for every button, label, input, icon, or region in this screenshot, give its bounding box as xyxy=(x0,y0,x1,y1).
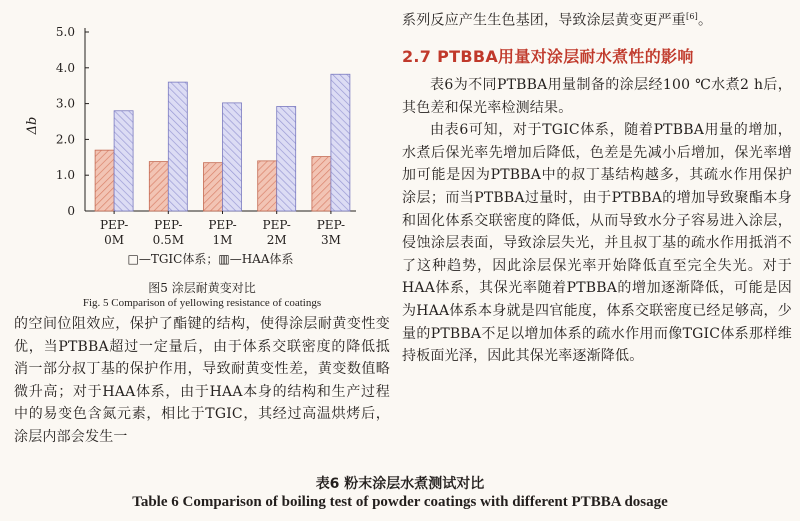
y-tick-label: 2.0 xyxy=(55,132,75,147)
bar-tgic xyxy=(258,161,277,211)
bar-tgic xyxy=(149,162,168,211)
x-tick-label: PEP- xyxy=(99,218,129,232)
figure-caption-en: Fig. 5 Comparison of yellowing resistance of coatings xyxy=(82,297,322,309)
bar-haa xyxy=(277,106,296,211)
citation-ref: [6] xyxy=(686,12,698,21)
bar-tgic xyxy=(95,150,114,211)
x-tick-label: PEP- xyxy=(208,218,237,232)
bar-haa xyxy=(331,74,350,211)
x-tick-label: PEP- xyxy=(154,218,183,232)
y-tick-label: 5.0 xyxy=(55,25,75,39)
right-top-end: 。 xyxy=(697,12,713,29)
y-tick-label: 1.0 xyxy=(55,168,75,183)
bar-tgic xyxy=(204,163,223,211)
paragraph-1: 表6为不同PTBBA用量制备的涂层经100 ℃水煮2 h后，其色差和保光率检测结果。 xyxy=(402,77,792,116)
y-axis-label: Δb xyxy=(25,116,40,135)
table-caption-cn: 表6 粉末涂层水煮测试对比 xyxy=(315,476,485,492)
bar-haa xyxy=(168,82,187,211)
y-tick-label: 4.0 xyxy=(55,60,75,75)
x-tick-label: 3M xyxy=(320,233,341,247)
yellowing-bar-chart xyxy=(14,18,384,276)
table-caption-en: Table 6 Comparison of boiling test of powder coatings with different PTBBA dosage xyxy=(132,494,668,510)
bar-haa xyxy=(114,111,133,211)
right-top-text xyxy=(402,6,792,32)
x-tick-label: 0M xyxy=(104,233,125,247)
y-tick-label: 0 xyxy=(67,204,75,218)
bar-haa xyxy=(223,103,242,211)
paragraph-2: 由表6可知，对于TGIC体系，随着PTBBA用量的增加，水煮后保光率先增加后降低，色差是先减小后增加，保光率增加可能是因为PTBBA中的叔丁基结构越多，其疏水作用保护涂层；而当PTBBA过量时，由于PTBBA的增加导致聚酯本身和固化体系交联密度的降低，从而导致水分子容易进入涂层，侵蚀涂层表面，导致涂层失光，并且叔丁基的疏水作用抵消不了这种趋势，因此涂层保光率开始降低直至完全失光。对于HAA体系，其保光率随着PTBBA的增加逐渐降低，可能是因为HAA体系本身就是四官能度，体系交联密度已经足够高，少量的PTBBA不足以增加体系的疏水作用而像TGIC体系那样维持板面光泽，因此其保光率逐渐降低。 xyxy=(402,122,792,365)
x-tick-label: PEP- xyxy=(262,218,291,232)
x-tick-label: 0.5M xyxy=(152,233,184,247)
right-column-body xyxy=(402,74,792,368)
y-tick-label: 3.0 xyxy=(55,96,75,111)
chart-legend: □—TGIC体系；▥—HAA体系 xyxy=(127,252,294,266)
section-heading: 2.7 PTBBA用量对涂层耐水煮性的影响 xyxy=(402,47,694,66)
bar-tgic xyxy=(312,157,331,211)
left-column-text: 的空间位阻效应，保护了酯键的结构，使得涂层耐黄变性变优，当PTBBA超过一定量后，由于体系交联密度的降低抵消一部分叔丁基的保护作用，导致耐黄变性差，黄变数值略微升高；对于HAA体系，由于HAA本身的结构和生产过程中的易变色含氮元素，相比于TGIC，其经过高温烘烤后，涂层内部会发生一 xyxy=(14,316,390,445)
right-top-sentence: 系列反应产生生色基团，导致涂层黄变更严重 xyxy=(402,12,686,29)
x-tick-label: 2M xyxy=(266,233,287,247)
x-tick-label: 1M xyxy=(212,233,233,247)
x-tick-label: PEP- xyxy=(316,218,346,232)
figure-caption-cn: 图5 涂层耐黄变对比 xyxy=(148,281,256,295)
